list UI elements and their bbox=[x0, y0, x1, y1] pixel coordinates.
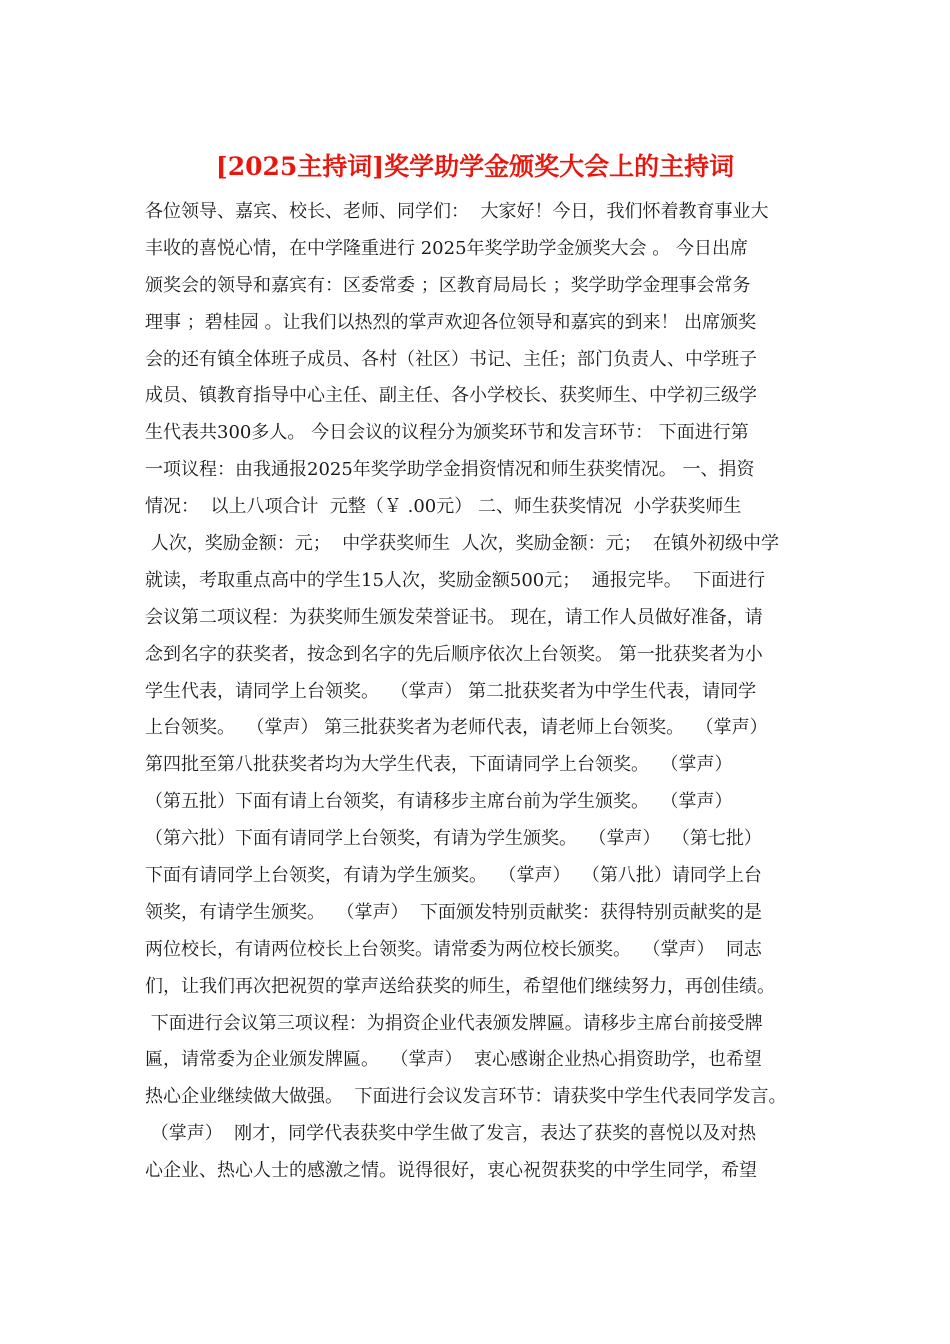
body-text-line: 会议第二项议程：为获奖师生颁发荣誉证书。 现在，请工作人员做好准备，请 bbox=[145, 606, 763, 628]
body-text-line: （第六批）下面有请同学上台领奖，有请为学生颁奖。 （掌声） （第七批） bbox=[145, 828, 762, 850]
body-text-line: 就读，考取重点高中的学生15人次，奖励金额500元； 通报完毕。 下面进行 bbox=[145, 569, 766, 591]
document-body bbox=[145, 199, 835, 1195]
body-text-line: 一项议程：由我通报2025年奖学助学金捐资情况和师生获奖情况。 一、捐资 bbox=[145, 459, 755, 481]
body-text-line: 们，让我们再次把祝贺的掌声送给获奖的师生，希望他们继续努力，再创佳绩。 bbox=[145, 975, 775, 997]
body-text-line: 情况： 以上八项合计 元整（￥ .00元） 二、师生获奖情况 小学获奖师生 bbox=[145, 496, 742, 518]
body-text-line: 上台领奖。 （掌声） 第三批获奖者为老师代表，请老师上台领奖。 （掌声） bbox=[145, 717, 768, 739]
body-text-line: 会的还有镇全体班子成员、各村（社区）书记、主任；部门负责人、中学班子 bbox=[145, 348, 757, 370]
document-title: [2025主持词]奖学助学金颁奖大会上的主持词 bbox=[215, 152, 735, 181]
body-text-line: 理事 ；碧桂园 。让我们以热烈的掌声欢迎各位领导和嘉宾的到来！ 出席颁奖 bbox=[145, 311, 757, 333]
body-text-line: 匾，请常委为企业颁发牌匾。 （掌声） 衷心感谢企业热心捐资助学，也希望 bbox=[145, 1049, 762, 1071]
body-text-line: 成员、镇教育指导中心主任、副主任、各小学校长、获奖师生、中学初三级学 bbox=[145, 385, 757, 407]
body-text-line: 第四批至第八批获奖者均为大学生代表，下面请同学上台领奖。 （掌声） bbox=[145, 754, 733, 776]
body-text-line: 各位领导、嘉宾、校长、老师、同学们： 大家好！今日，我们怀着教育事业大 bbox=[145, 201, 769, 222]
body-text-line: 领奖，有请学生颁奖。 （掌声） 下面颁发特别贡献奖：获得特别贡献奖的是 bbox=[145, 901, 762, 923]
body-text-line: 热心企业继续做大做强。 下面进行会议发言环节：请获奖中学生代表同学发言。 bbox=[145, 1086, 787, 1108]
body-text-line: 心企业、热心人士的感激之情。说得很好，衷心祝贺获奖的中学生同学，希望 bbox=[145, 1160, 757, 1182]
body-text-line: 念到名字的获奖者，按念到名字的先后顺序依次上台领奖。 第一批获奖者为小 bbox=[145, 643, 763, 665]
body-text-line: （第五批）下面有请上台领奖，有请移步主席台前为学生颁奖。 （掌声） bbox=[145, 791, 733, 813]
body-text-line: 人次，奖励金额：元； 中学获奖师生 人次，奖励金额：元； 在镇外初级中学 bbox=[145, 533, 780, 555]
body-text-line: 下面进行会议第三项议程：为捐资企业代表颁发牌匾。请移步主席台前接受牌 bbox=[145, 1012, 763, 1034]
body-text-line: 生代表共300多人。 今日会议的议程分为颁奖环节和发言环节： 下面进行第 bbox=[145, 422, 749, 444]
body-text-line: 下面有请同学上台领奖，有请为学生颁奖。 （掌声） （第八批）请同学上台 bbox=[145, 865, 762, 887]
body-text-line: 颁奖会的领导和嘉宾有：区委常委 ；区教育局局长 ；奖学助学金理事会常务 bbox=[145, 274, 751, 296]
body-text-line: 学生代表，请同学上台领奖。 （掌声） 第二批获奖者为中学生代表，请同学 bbox=[145, 680, 757, 702]
body-text-line: （掌声） 刚才，同学代表获奖中学生做了发言，表达了获奖的喜悦以及对热 bbox=[145, 1123, 757, 1145]
body-text-line: 两位校长，有请两位校长上台领奖。请常委为两位校长颁奖。 （掌声） 同志 bbox=[145, 938, 762, 960]
body-text-line: 丰收的喜悦心情，在中学隆重进行 2025年奖学助学金颁奖大会 。 今日出席 bbox=[145, 237, 748, 259]
